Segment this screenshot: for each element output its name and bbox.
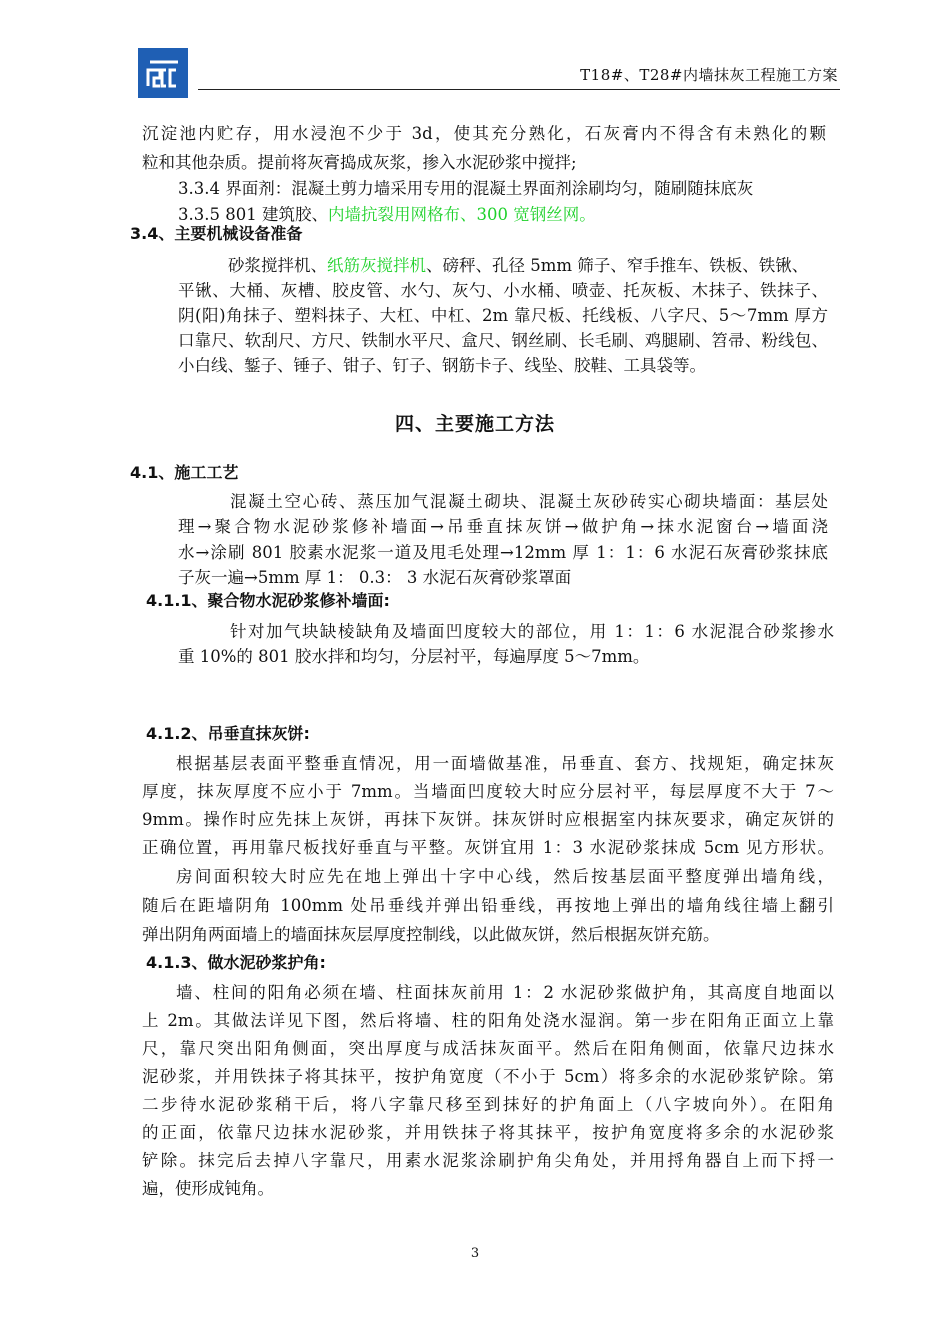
text-line: 口靠尺、软刮尺、方尺、铁制水平尺、盒尺、钢丝刷、长毛刷、鸡腿刷、笤帚、粉线包、	[178, 331, 828, 350]
text-line: 尺，靠尺突出阳角侧面，突出厚度与成活抹灰面平。然后在阳角侧面，依靠尺边抹水	[142, 1039, 834, 1058]
text-line: 厚度，抹灰厚度不应小于 7mm。当墙面凹度较大时应分层衬平，每层厚度不大于 7～	[142, 782, 834, 801]
text-line: 随后在距墙阴角 100mm 处吊垂线并弹出铅垂线，再按地上弹出的墙角线往墙上翻引	[142, 896, 834, 915]
text-line: 墙、柱间的阳角必须在墙、柱面抹灰前用 1：2 水泥砂浆做护角，其高度自地面以	[176, 983, 834, 1002]
text-line: 正确位置，再用靠尺板找好垂直与平整。灰饼宜用 1：3 水泥砂浆抹成 5cm 见方形状。	[142, 838, 834, 857]
text-line: 粒和其他杂质。提前将灰膏捣成灰浆，掺入水泥砂浆中搅拌;	[142, 153, 577, 172]
section-heading-4-1: 4.1、施工工艺	[130, 463, 239, 482]
text-line	[228, 254, 808, 278]
text-run: 砂浆搅拌机、	[228, 256, 327, 275]
text-run: 、磅秤、孔径 5mm 筛子、窄手推车、铁板、铁锹、	[426, 256, 809, 275]
text-line: 房间面积较大时应先在地上弹出十字中心线，然后按基层面平整度弹出墙角线，	[176, 867, 834, 886]
header-divider	[198, 89, 840, 90]
text-line: 根据基层表面平整垂直情况，用一面墙做基准，吊垂直、套方、找规矩，确定抹灰	[176, 754, 834, 773]
text-line: 理→聚合物水泥砂浆修补墙面→吊垂直抹灰饼→做护角→抹水泥窗台→墙面浇	[178, 517, 828, 536]
text-line: 阴(阳)角抹子、塑料抹子、大杠、中杠、2m 靠尺板、托线板、八字尺、5～7mm 厚方	[178, 306, 828, 325]
text-line: 子灰一遍→5mm 厚 1： 0.3： 3 水泥石灰膏砂浆罩面	[178, 568, 572, 587]
text-line: 小白线、錾子、锤子、钳子、钉子、钢筋卡子、线坠、胶鞋、工具袋等。	[178, 356, 706, 375]
text-line: 遍，使形成钝角。	[142, 1179, 274, 1198]
chapter-heading: 四、主要施工方法	[394, 413, 555, 435]
text-run: 3.3.5 801 建筑胶、	[178, 205, 328, 224]
text-line: 水→涂刷 801 胶素水泥浆一道及甩毛处理→12mm 厚 1：1：6 水泥石灰膏砂浆抹底	[178, 543, 828, 562]
text-line: 弹出阴角两面墙上的墙面抹灰层厚度控制线，以此做灰饼，然后根据灰饼充筋。	[142, 925, 720, 944]
section-heading-3-4: 3.4、主要机械设备准备	[130, 224, 303, 243]
page-number: 3	[470, 1246, 480, 1261]
text-line: 的正面，依靠尺边抹水泥砂浆，并用铁抹子将其抹平，按护角宽度将多余的水泥砂浆	[142, 1123, 834, 1142]
text-line: 泥砂浆，并用铁抹子将其抹平，按护角宽度（不小于 5cm）将多余的水泥砂浆铲除。第	[142, 1067, 834, 1086]
company-logo	[138, 48, 188, 98]
text-line: 铲除。抹完后去掉八字靠尺，用素水泥浆涂刷护角尖角处，并用捋角器自上而下捋一	[142, 1151, 834, 1170]
text-line: 针对加气块缺棱缺角及墙面凹度较大的部位，用 1：1：6 水泥混合砂浆掺水	[230, 622, 834, 641]
text-line: 沉淀池内贮存，用水浸泡不少于 3d，使其充分熟化，石灰膏内不得含有未熟化的颗	[142, 124, 826, 143]
highlighted-text: 纸筋灰搅拌机	[327, 256, 426, 275]
text-line: 9mm。操作时应先抹上灰饼，再抹下灰饼。抹灰饼时应根据室内抹灰要求，确定灰饼的	[142, 810, 834, 829]
subsection-heading-4-1-1: 4.1.1、聚合物水泥砂浆修补墙面:	[146, 591, 390, 610]
text-line: 平锹、大桶、灰槽、胶皮管、水勺、灰勺、小水桶、喷壶、托灰板、木抹子、铁抹子、	[178, 281, 828, 300]
highlighted-text: 内墙抗裂用网格布、300 宽钢丝网。	[327, 205, 596, 224]
text-line: 3.3.4 界面剂：混凝土剪力墙采用专用的混凝土界面剂涂刷均匀，随刷随抹底灰	[178, 179, 754, 198]
text-line: 混凝土空心砖、蒸压加气混凝土砌块、混凝土灰砂砖实心砌块墙面：基层处	[230, 492, 828, 511]
text-line: 重 10%的 801 胶水拌和均匀，分层衬平，每遍厚度 5～7mm。	[178, 647, 650, 666]
text-line: 二步待水泥砂浆稍干后，将八字靠尺移至到抹好的护角面上（八字坡向外）。在阳角	[142, 1095, 834, 1114]
text-line: 上 2m。其做法详见下图，然后将墙、柱的阳角处浇水湿润。第一步在阳角正面立上靠	[142, 1011, 834, 1030]
document-title: T18#、T28#内墙抹灰工程施工方案	[580, 66, 838, 84]
subsection-heading-4-1-3: 4.1.3、做水泥砂浆护角:	[146, 953, 326, 972]
subsection-heading-4-1-2: 4.1.2、吊垂直抹灰饼:	[146, 724, 310, 743]
cscec-logo-icon	[138, 48, 188, 98]
